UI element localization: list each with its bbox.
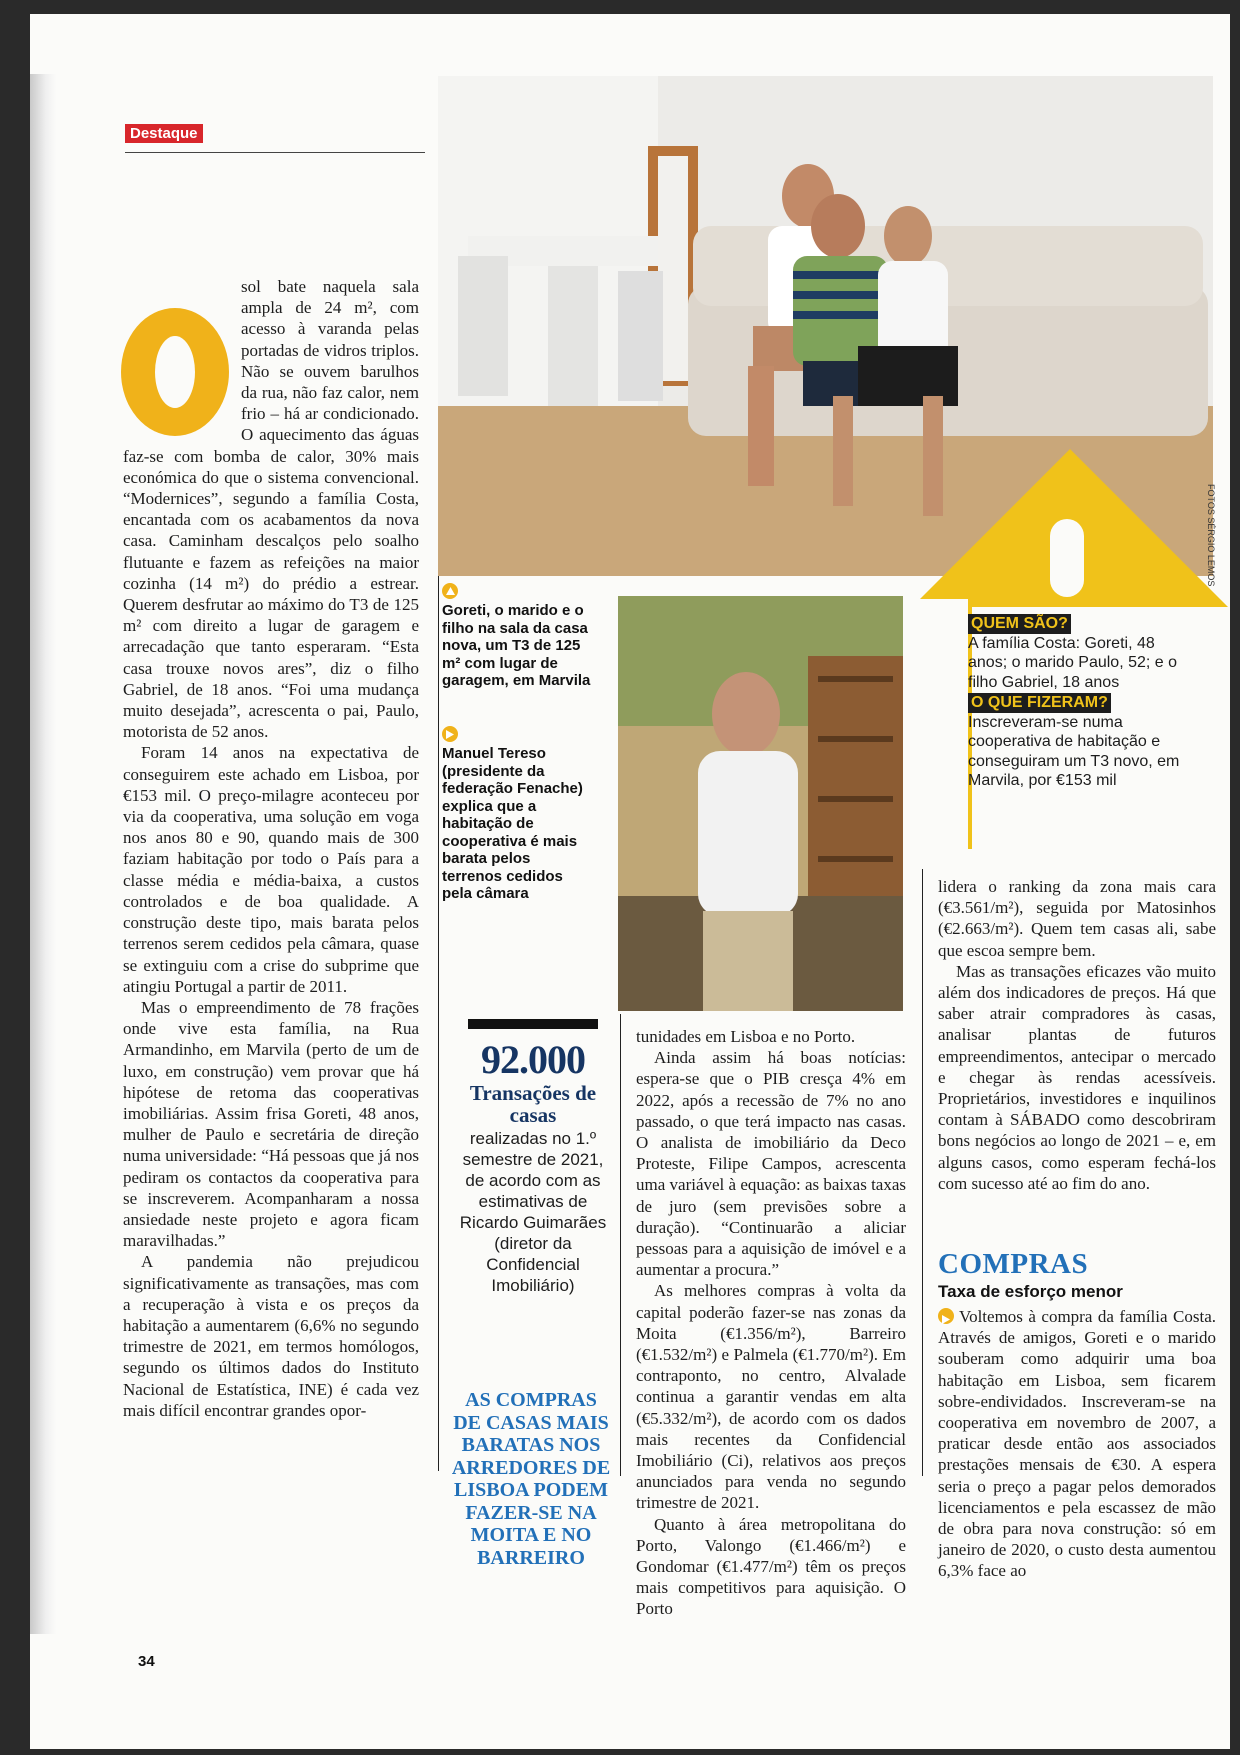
paragraph: lidera o ranking da zona mais cara (€3.561/m²), seguida por Matosinhos (€2.663/m²). Quem tem casas ali, sabe que escoa sempre bem. xyxy=(938,877,1216,960)
photo-caption-2 xyxy=(442,726,592,903)
info-label-what: O QUE FIZERAM? xyxy=(968,693,1111,713)
paragraph: Voltemos à compra da família Costa. Através de amigos, Goreti e o marido souberam como adquirir uma boa habitação em Lisboa, sem ficarem sobre-endividados. Inscreveram-se na cooperativa em novembro de 2007, a praticar desde então aos associados prestações mensais de €30. A espera seria o preço a pagar pelos demorados licenciamentos e pela escassez de mão de obra para nova construção: só em janeiro de 2020, o custo desta aumentou 6,3% face ao xyxy=(938,1307,1216,1581)
paragraph: sol bate naquela sala ampla de 24 m², com acesso à varanda pelas portadas de vidros triplos. Não se ouvem barulhos da rua, não faz calor, nem frio – há ar condicionado. O aquecimento das águas faz-se com bomba de calor, 30% mais económica do que o sistema convencional. “Modernices”, segundo a família Costa, encantada com os acabamentos da nova casa. Caminham descalços pelo soalho flutuante e fazem as refeições na maior cozinha (14 m²) do prédio a estrear. Querem desfrutar ao máximo do T3 de 125 m² com direito a lugar de garagem e arrecadação que tanto esperaram. “Esta casa trouxe novos ares”, diz o filho Gabriel, de 18 anos. “Foi uma mudança muito desejada”, acrescenta o pai, Paulo, motorista de 52 anos. xyxy=(123,277,419,742)
pull-quote: AS COMPRAS DE CASAS MAIS BARATAS NOS ARREDORES DE LISBOA PODEM FAZER-SE NA MOITA E NO BARREIRO xyxy=(451,1389,611,1569)
stat-label: Transações de casas xyxy=(469,1081,597,1127)
stat-number: 92.000 xyxy=(481,1037,585,1082)
info-label-who: QUEM SÃO? xyxy=(968,614,1071,634)
paragraph: Mas o empreendimento de 78 frações onde vive esta família, na Rua Armandinho, em Marvila (perto de um de luxo, em construção) vem provar que há hipótese de retoma das cooperativas imobiliárias. Assim frisa Goreti, 48 anos, mulher de Paulo e secretária de direção numa universidade: “Há pessoas que já nos pediram os contactos da cooperativa para se inscreverem. Acompanharam a nossa ansiedade neste projeto e agora ficam maravilhadas.” xyxy=(123,997,419,1251)
dropcap-letter xyxy=(119,302,231,440)
stat-bar xyxy=(468,1019,598,1029)
paragraph: Mas as transações eficazes vão muito além dos indicadores de preços. Há que saber atrair compradores às casas, analisar plantas de futuros empreendimentos, antecipar o mercado e chegar às rendas acessíveis. Proprietários, investidores e inquilinos contam à SÁBADO como descobriram bons negócios ao longo de 2021 – e, em alguns casos, como esperam fechá-los com sucesso até ao fim do ano. xyxy=(938,961,1216,1193)
paragraph: Quanto à área metropolitana do Porto, Valongo (€1.466/m²) e Gondomar (€1.477/m²) têm os preços mais competitivos para aquisição. O Porto xyxy=(636,1514,906,1619)
header-rule xyxy=(125,152,425,153)
section-subheading: Taxa de esforço menor xyxy=(938,1282,1123,1301)
paragraph: A pandemia não prejudicou significativamente as transações, mas com a recuperação à vista e os preços da habitação a aumentarem (6,6% no segundo trimestre de 2021, em termos homólogos, segundo os últimos dados do Instituto Nacional de Estatística, INE) é cada vez mais difícil encontrar grandes opor- xyxy=(123,1252,419,1420)
caption-text: Goreti, o marido e o filho na sala da casa nova, um T3 de 125 m² com lugar de garagem, em Marvila xyxy=(442,602,591,689)
article-column-4b xyxy=(938,1306,1216,1582)
column-divider xyxy=(922,869,923,1476)
photo-caption-1 xyxy=(442,583,592,690)
triangle-up-icon xyxy=(442,583,458,599)
info-text-what: Inscreveram-se numa cooperativa de habitação e conseguiram um T3 novo, em Marvila, por €153 mil xyxy=(968,713,1180,789)
article-column-1 xyxy=(123,276,419,1421)
article-column-4 xyxy=(938,876,1216,1194)
portrait-photo xyxy=(618,596,903,1011)
photo-credit: FOTOS SÉRGIO LEMOS xyxy=(1206,484,1216,587)
paragraph: As melhores compras à volta da capital poderão fazer-se nas zonas da Moita (€1.356/m²), Barreiro (€1.532/m²) e Palmela (€1.770/m²). Em contraponto, no centro, Alvalade continua a garantir vendas em alta (€5.332/m²), de acordo com os dados mais recentes da Confidencial Imobiliário (Ci), relativos aos preços anunciados para venda no segundo trimestre de 2021. xyxy=(636,1281,906,1513)
paragraph: tunidades em Lisboa e no Porto. xyxy=(636,1027,856,1046)
triangle-right-icon xyxy=(442,726,458,742)
section-tag: Destaque xyxy=(125,124,203,143)
info-box xyxy=(968,613,1188,791)
magazine-page xyxy=(30,14,1230,1749)
caption-text: Manuel Tereso (presidente da federação Fenache) explica que a habitação de cooperativa é mais barata pelos terrenos cedidos pela câmara xyxy=(442,745,583,902)
page-spine xyxy=(30,74,56,1634)
triangle-right-icon xyxy=(938,1308,954,1324)
paragraph: Foram 14 anos na expectativa de conseguirem este achado em Lisboa, por €153 mil. O preço-milagre aconteceu por via da cooperativa, uma solução em voga nos anos 80 e 90, quando mais de 300 faziam habitação por todo o País para a classe média e média-baixa, a custos controlados e de boa qualidade. A construção deste tipo, mais barata pelos terrenos serem cedidos pela câmara, quase se extinguiu com a crise do subprime que atingiu Portugal a partir de 2011. xyxy=(123,743,419,996)
section-heading: COMPRAS xyxy=(938,1248,1089,1280)
article-column-3 xyxy=(636,1026,906,1620)
column-divider xyxy=(620,1014,621,1476)
paragraph: Ainda assim há boas notícias: espera-se que o PIB cresça 4% em 2022, após a recessão de 7% no ano passado, o que terá impacto nas casas. O analista de imobiliário da Deco Proteste, Filipe Campos, acrescenta uma variável à equação: as baixas taxas de juro (sem previsões sobre a duração). “Continuarão a aliciar pessoas para a aquisição de imóvel e a aumentar a procura.” xyxy=(636,1048,906,1280)
stat-description: realizadas no 1.º semestre de 2021, de acordo com as estimativas de Ricardo Guimarães (diretor da Confidencial Imobiliário) xyxy=(459,1129,607,1295)
info-text-who: A família Costa: Goreti, 48 anos; o marido Paulo, 52; e o filho Gabriel, 18 anos xyxy=(968,634,1178,691)
page-number: 34 xyxy=(138,1653,155,1670)
